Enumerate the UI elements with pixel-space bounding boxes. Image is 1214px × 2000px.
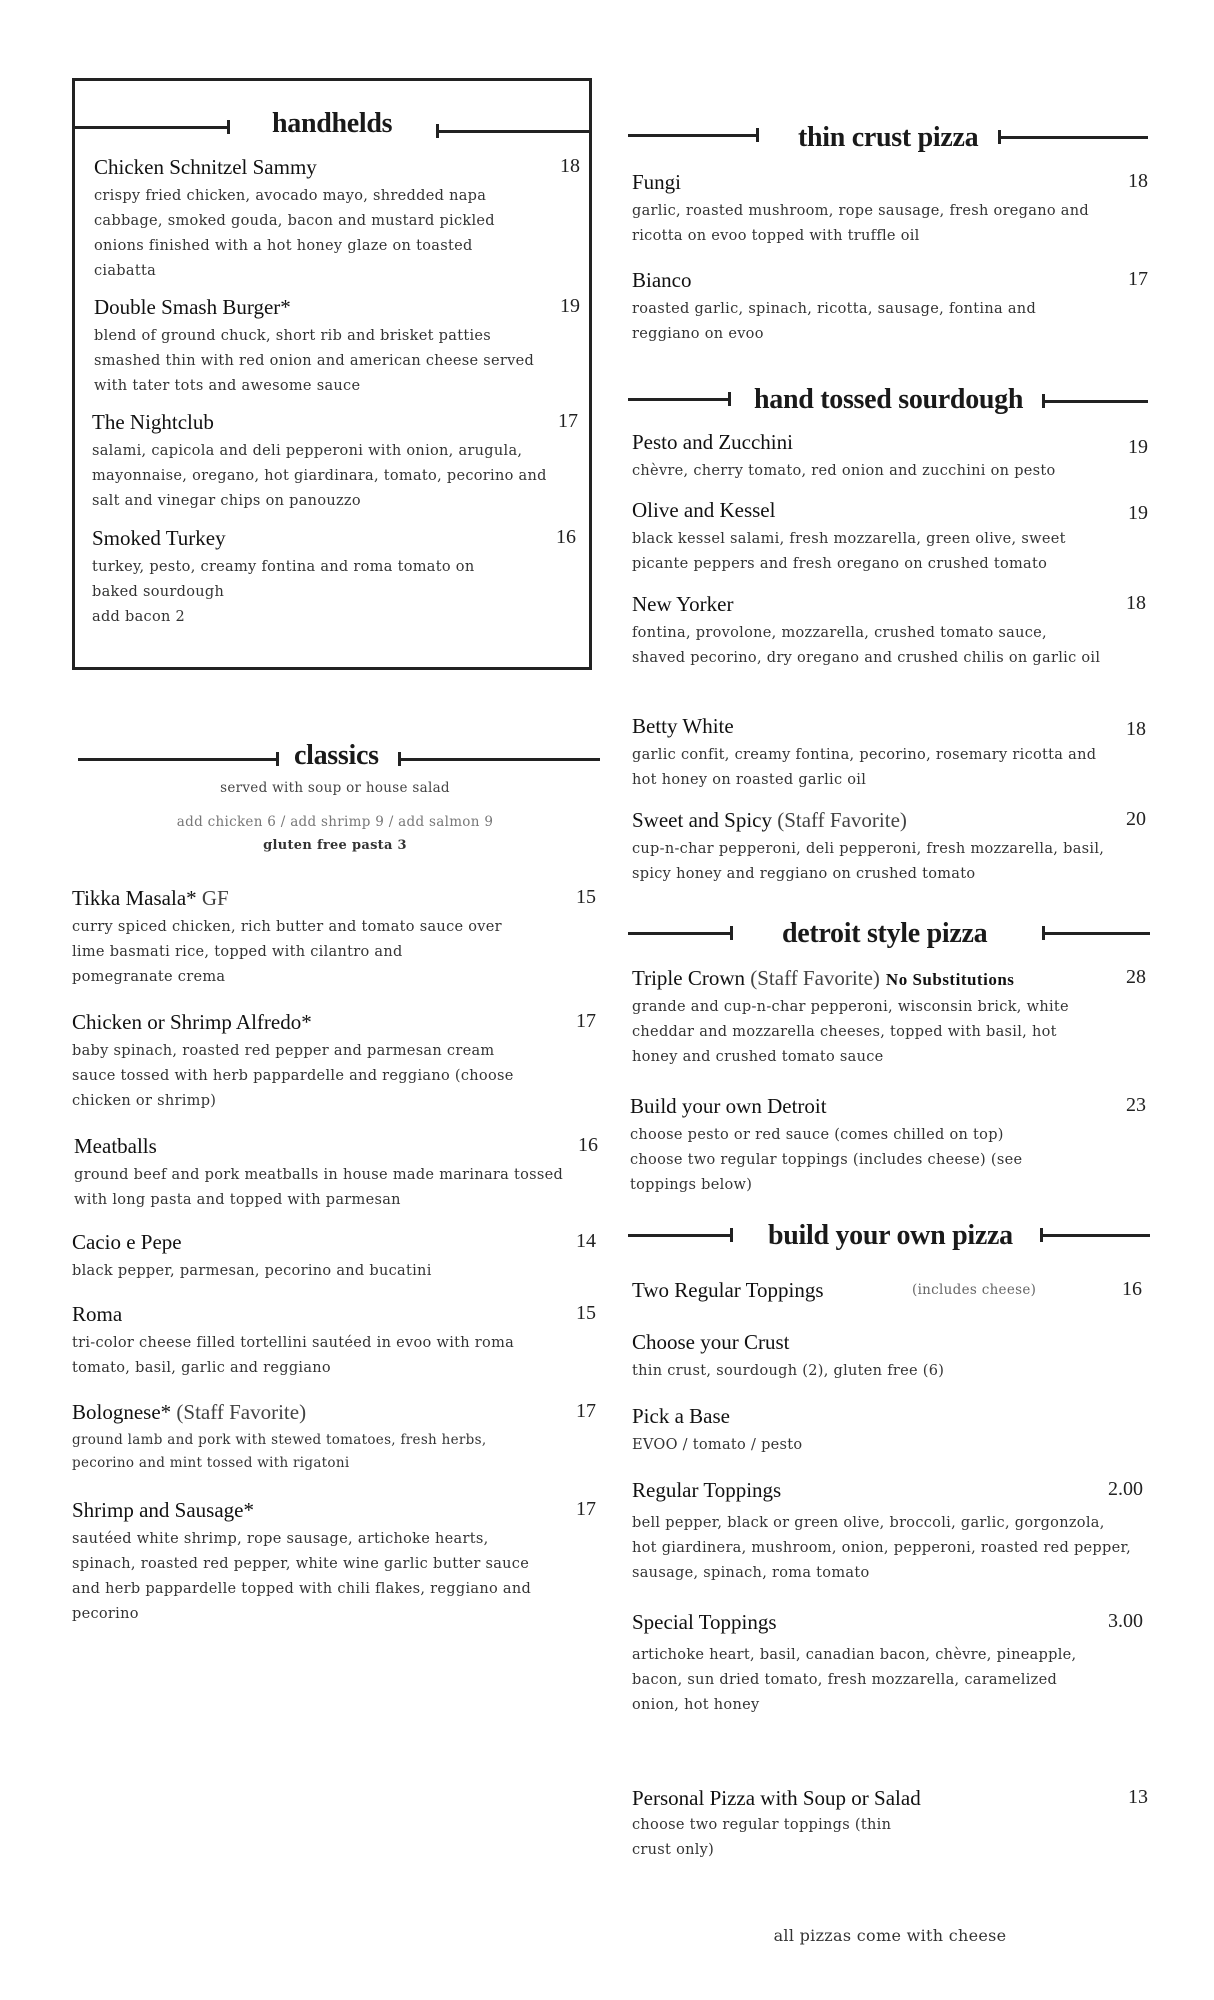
menu-item — [632, 592, 1148, 671]
item-name: New Yorker — [632, 592, 734, 616]
item-price: 15 — [576, 886, 596, 908]
item-price: 16 — [578, 1134, 598, 1156]
item-name: Meatballs — [74, 1134, 157, 1158]
item-desc: black pepper, parmesan, pecorino and bucatini — [72, 1263, 432, 1279]
item-price: 15 — [576, 1302, 596, 1324]
menu-item — [632, 430, 1148, 484]
item-price: 3.00 — [1108, 1610, 1143, 1632]
thin-crust-title: thin crust pizza — [798, 122, 979, 153]
menu-item — [632, 1330, 1148, 1384]
item-price: 17 — [576, 1498, 596, 1520]
item-desc: bell pepper, black or green olive, broccoli, garlic, gorgonzola, hot giardinera, mushroom, onion, pepperoni, roasted red pepper, sausage, spinach, roma tomato — [632, 1515, 1132, 1581]
item-name: Chicken Schnitzel Sammy — [94, 155, 317, 179]
item-desc: black kessel salami, fresh mozzarella, green olive, sweet picante peppers and fresh oregano on crushed tomato — [632, 531, 1066, 572]
item-desc: EVOO / tomato / pesto — [632, 1437, 803, 1453]
item-name: Triple Crown — [632, 966, 745, 990]
item-price: 18 — [560, 155, 580, 177]
classics-served-note: served with soup or house salad — [220, 780, 450, 796]
item-desc: garlic confit, creamy fontina, pecorino, rosemary ricotta and hot honey on roasted garlic oil — [632, 747, 1097, 788]
item-name: Sweet and Spicy — [632, 808, 772, 832]
item-note: (includes cheese) — [912, 1282, 1037, 1298]
item-desc: crispy fried chicken, avocado mayo, shredded napa cabbage, smoked gouda, bacon and mustard pickled onions finished with a hot honey glaze on toasted ciabatta — [94, 188, 495, 279]
menu-item — [632, 1786, 1148, 1863]
item-name: Shrimp and Sausage* — [72, 1498, 254, 1522]
item-price: 13 — [1128, 1786, 1148, 1808]
menu-item — [92, 410, 578, 514]
item-desc: roasted garlic, spinach, ricotta, sausage, fontina and reggiano on evoo — [632, 301, 1037, 342]
menu-item — [632, 1404, 1148, 1458]
item-desc: curry spiced chicken, rich butter and tomato sauce over lime basmati rice, topped with cilantro and pomegranate crema — [72, 919, 502, 985]
menu-item — [72, 1230, 598, 1284]
item-name: Tikka Masala* — [72, 886, 197, 910]
item-name: Pick a Base — [632, 1404, 730, 1428]
item-desc: tri-color cheese filled tortellini sautéed in evoo with roma tomato, basil, garlic and reggiano — [72, 1335, 515, 1376]
item-price: 17 — [576, 1400, 596, 1422]
byo-title: build your own pizza — [768, 1220, 1013, 1251]
menu-item — [74, 1134, 598, 1213]
item-tag: (Staff Favorite) — [171, 1400, 307, 1424]
menu-item — [72, 886, 598, 990]
footer-note: all pizzas come with cheese — [773, 1926, 1007, 1945]
item-name: Roma — [72, 1302, 123, 1326]
item-price: 28 — [1126, 966, 1146, 988]
item-price: 18 — [1126, 592, 1146, 614]
item-desc: garlic, roasted mushroom, rope sausage, fresh oregano and ricotta on evoo topped with truffle oil — [632, 203, 1089, 244]
item-price: 18 — [1126, 718, 1146, 740]
menu-item — [72, 1010, 598, 1114]
item-name: Special Toppings — [632, 1610, 777, 1634]
menu-item — [632, 268, 1148, 347]
menu-item — [632, 498, 1148, 577]
item-name: Regular Toppings — [632, 1478, 782, 1502]
item-price: 2.00 — [1108, 1478, 1143, 1500]
item-tag: (Staff Favorite) — [745, 966, 880, 990]
handhelds-header — [72, 108, 592, 148]
menu-item — [632, 1610, 1148, 1718]
item-price: 19 — [1128, 436, 1148, 458]
item-tag: (Staff Favorite) — [771, 808, 907, 832]
menu-item — [94, 295, 578, 399]
byo-header — [628, 1220, 1150, 1260]
item-name: Pesto and Zucchini — [632, 430, 793, 454]
menu-item — [632, 170, 1148, 249]
item-name: Two Regular Toppings — [632, 1278, 824, 1302]
item-desc: fontina, provolone, mozzarella, crushed tomato sauce, shaved pecorino, dry oregano and crushed chilis on garlic oil — [632, 625, 1101, 666]
item-name: Double Smash Burger* — [94, 295, 291, 319]
item-name: Bolognese* — [72, 1400, 172, 1424]
item-desc: turkey, pesto, creamy fontina and roma tomato on baked sourdough — [92, 559, 475, 600]
classics-header — [78, 740, 600, 780]
menu-item — [94, 155, 578, 284]
menu-item — [92, 526, 578, 630]
item-price: 17 — [558, 410, 578, 432]
detroit-title: detroit style pizza — [782, 918, 988, 949]
handhelds-title: handhelds — [272, 108, 393, 139]
item-desc: cup-n-char pepperoni, deli pepperoni, fresh mozzarella, basil, spicy honey and reggiano on crushed tomato — [632, 841, 1105, 882]
sourdough-header — [628, 384, 1148, 424]
item-price: 19 — [560, 295, 580, 317]
item-price: 16 — [1122, 1278, 1142, 1300]
item-desc: chèvre, cherry tomato, red onion and zucchini on pesto — [632, 463, 1056, 479]
menu-item — [632, 1278, 1148, 1303]
item-price: 20 — [1126, 808, 1146, 830]
item-desc: thin crust, sourdough (2), gluten free (6) — [632, 1363, 945, 1379]
item-desc: blend of ground chuck, short rib and brisket patties smashed thin with red onion and american cheese served with tater tots and awesome sauce — [94, 328, 535, 394]
menu-item — [632, 714, 1148, 793]
menu-item — [632, 1478, 1148, 1586]
item-price: 17 — [1128, 268, 1148, 290]
detroit-header — [628, 918, 1150, 958]
item-price: 17 — [576, 1010, 596, 1032]
sourdough-title: hand tossed sourdough — [754, 384, 1024, 415]
item-desc: choose pesto or red sauce (comes chilled on top) choose two regular toppings (includes cheese) (see toppings below) — [630, 1127, 1023, 1193]
item-price: 16 — [556, 526, 576, 548]
item-desc: baby spinach, roasted red pepper and parmesan cream sauce tossed with herb pappardelle and reggiano (choose chicken or shrimp) — [72, 1043, 514, 1109]
item-name: Fungi — [632, 170, 682, 194]
item-tag: GF — [196, 886, 229, 910]
menu-item — [72, 1498, 598, 1627]
menu-item — [632, 966, 1150, 1070]
item-name: The Nightclub — [92, 410, 214, 434]
item-name: Personal Pizza with Soup or Salad — [632, 1786, 921, 1810]
item-price: 19 — [1128, 502, 1148, 524]
item-name: Betty White — [632, 714, 734, 738]
item-name: Choose your Crust — [632, 1330, 790, 1354]
item-name: Olive and Kessel — [632, 498, 776, 522]
classics-addons-note: add chicken 6 / add shrimp 9 / add salmon 9 — [176, 814, 494, 830]
item-price: 23 — [1126, 1094, 1146, 1116]
item-desc: salami, capicola and deli pepperoni with onion, arugula, mayonnaise, oregano, hot giardinara, tomato, pecorino and salt and vinegar chips on panouzzo — [92, 443, 547, 509]
item-desc: ground beef and pork meatballs in house made marinara tossed with long pasta and topped with parmesan — [74, 1167, 564, 1208]
classics-gf-note: gluten free pasta 3 — [263, 838, 407, 853]
item-desc: artichoke heart, basil, canadian bacon, chèvre, pineapple, bacon, sun dried tomato, fresh mozzarella, caramelized onion, hot honey — [632, 1647, 1077, 1713]
item-price: 14 — [576, 1230, 596, 1252]
item-desc: ground lamb and pork with stewed tomatoes, fresh herbs, pecorino and mint tossed with rigatoni — [72, 1432, 487, 1471]
item-extra: add bacon 2 — [92, 609, 186, 625]
item-desc: sautéed white shrimp, rope sausage, artichoke hearts, spinach, roasted red pepper, white wine garlic butter sauce and herb pappardelle topped with chili flakes, reggiano and pecorino — [72, 1531, 532, 1622]
menu-item — [72, 1302, 598, 1381]
item-name: Chicken or Shrimp Alfredo* — [72, 1010, 312, 1034]
menu-item — [72, 1400, 598, 1475]
no-substitutions-label: No Substitutions — [885, 970, 1015, 989]
item-desc: choose two regular toppings (thin crust only) — [632, 1817, 892, 1858]
thin-crust-header — [628, 122, 1148, 162]
classics-title: classics — [294, 740, 379, 771]
item-name: Build your own Detroit — [630, 1094, 827, 1118]
menu-item — [632, 808, 1148, 887]
item-name: Cacio e Pepe — [72, 1230, 182, 1254]
item-name: Smoked Turkey — [92, 526, 226, 550]
menu-item — [630, 1094, 1150, 1198]
item-price: 18 — [1128, 170, 1148, 192]
item-desc: grande and cup-n-char pepperoni, wisconsin brick, white cheddar and mozzarella cheeses, topped with basil, hot honey and crushed tomato sauce — [632, 999, 1069, 1065]
item-name: Bianco — [632, 268, 692, 292]
